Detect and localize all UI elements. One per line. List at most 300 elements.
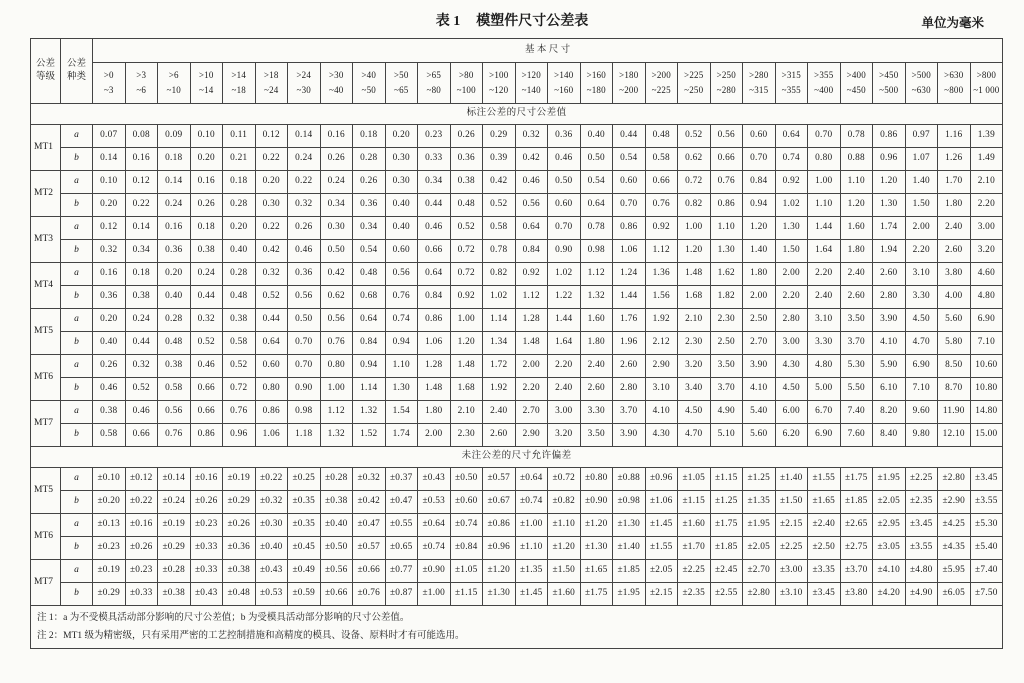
deviation-value-cell: ±0.53 — [255, 583, 288, 606]
deviation-value-cell: ±1.60 — [678, 514, 711, 537]
tolerance-value-cell: 0.36 — [93, 286, 126, 309]
deviation-value-cell: ±1.20 — [483, 560, 516, 583]
tolerance-value-cell: 1.80 — [418, 401, 451, 424]
tolerance-value-cell: 0.21 — [223, 148, 256, 171]
size-range-to: ~3 — [103, 85, 114, 95]
table-row — [31, 171, 1003, 194]
kind-cell: b — [61, 194, 93, 217]
size-range-to: ~500 — [879, 85, 899, 95]
deviation-value-cell: ±2.15 — [775, 514, 808, 537]
tolerance-value-cell: 0.56 — [320, 309, 353, 332]
deviation-value-cell: ±0.76 — [353, 583, 386, 606]
deviation-value-cell: ±0.22 — [255, 468, 288, 491]
tolerance-value-cell: 0.76 — [320, 332, 353, 355]
tolerance-value-cell: 0.56 — [515, 194, 548, 217]
deviation-value-cell: ±0.56 — [320, 560, 353, 583]
tolerance-value-cell: 0.39 — [483, 148, 516, 171]
deviation-value-cell: ±0.74 — [515, 491, 548, 514]
deviation-value-cell: ±0.74 — [450, 514, 483, 537]
tolerance-value-cell: 0.20 — [385, 125, 418, 148]
deviation-value-cell: ±0.23 — [190, 514, 223, 537]
size-range-to: ~100 — [456, 85, 476, 95]
tolerance-value-cell: 3.50 — [580, 424, 613, 447]
size-range-from: >630 — [944, 70, 964, 80]
size-range-header — [353, 63, 386, 104]
table-row — [31, 468, 1003, 491]
deviation-value-cell: ±0.48 — [223, 583, 256, 606]
tolerance-value-cell: 1.00 — [808, 171, 841, 194]
tolerance-value-cell: 3.00 — [775, 332, 808, 355]
deviation-value-cell: ±1.30 — [580, 537, 613, 560]
deviation-value-cell: ±0.36 — [223, 537, 256, 560]
deviation-value-cell: ±1.25 — [710, 491, 743, 514]
deviation-value-cell: ±0.12 — [125, 468, 158, 491]
deviation-value-cell: ±2.80 — [938, 468, 971, 491]
tolerance-value-cell: 1.02 — [483, 286, 516, 309]
tolerance-value-cell: 0.16 — [125, 148, 158, 171]
kind-cell: a — [61, 514, 93, 537]
tolerance-value-cell: 0.92 — [515, 263, 548, 286]
tolerance-value-cell: 1.48 — [515, 332, 548, 355]
tolerance-value-cell: 0.70 — [808, 125, 841, 148]
tolerance-value-cell: 0.90 — [288, 378, 321, 401]
deviation-value-cell: ±2.90 — [938, 491, 971, 514]
tolerance-value-cell: 3.30 — [905, 286, 938, 309]
tolerance-value-cell: 2.60 — [938, 240, 971, 263]
size-range-from: >24 — [296, 70, 312, 80]
tolerance-value-cell: 8.50 — [938, 355, 971, 378]
tolerance-value-cell: 1.28 — [418, 355, 451, 378]
tolerance-value-cell: 0.92 — [645, 217, 678, 240]
grade-cell: MT7 — [31, 401, 61, 447]
tolerance-value-cell: 0.68 — [353, 286, 386, 309]
size-range-from: >160 — [586, 70, 606, 80]
deviation-value-cell: ±3.55 — [905, 537, 938, 560]
size-range-to: ~355 — [781, 85, 801, 95]
tolerance-value-cell: 0.34 — [320, 194, 353, 217]
tolerance-value-cell: 2.20 — [970, 194, 1003, 217]
size-range-to: ~50 — [361, 85, 376, 95]
grade-cell: MT2 — [31, 171, 61, 217]
tolerance-value-cell: 1.30 — [775, 217, 808, 240]
size-range-to: ~18 — [231, 85, 246, 95]
tolerance-value-cell: 0.40 — [158, 286, 191, 309]
tolerance-value-cell: 3.20 — [548, 424, 581, 447]
tolerance-value-cell: 5.10 — [710, 424, 743, 447]
tolerance-value-cell: 1.40 — [905, 171, 938, 194]
tolerance-value-cell: 0.76 — [223, 401, 256, 424]
tolerance-value-cell: 0.50 — [548, 171, 581, 194]
kind-cell: a — [61, 125, 93, 148]
deviation-value-cell: ±2.45 — [710, 560, 743, 583]
deviation-value-cell: ±4.20 — [873, 583, 906, 606]
size-range-from: >250 — [716, 70, 736, 80]
tolerance-value-cell: 4.30 — [645, 424, 678, 447]
deviation-value-cell: ±0.14 — [158, 468, 191, 491]
tolerance-table-container — [30, 38, 1002, 649]
deviation-value-cell: ±4.35 — [938, 537, 971, 560]
tolerance-value-cell: 0.88 — [840, 148, 873, 171]
tolerance-value-cell: 0.26 — [353, 171, 386, 194]
tolerance-value-cell: 1.16 — [938, 125, 971, 148]
size-range-from: >120 — [521, 70, 541, 80]
deviation-value-cell: ±2.40 — [808, 514, 841, 537]
tolerance-value-cell: 1.10 — [385, 355, 418, 378]
tolerance-value-cell: 1.12 — [580, 263, 613, 286]
tolerance-value-cell: 0.36 — [548, 125, 581, 148]
tolerance-value-cell: 0.78 — [840, 125, 873, 148]
tolerance-value-cell: 1.30 — [873, 194, 906, 217]
tolerance-value-cell: 0.82 — [678, 194, 711, 217]
deviation-value-cell: ±1.35 — [515, 560, 548, 583]
tolerance-value-cell: 0.32 — [93, 240, 126, 263]
tolerance-value-cell: 0.74 — [775, 148, 808, 171]
tolerance-value-cell: 1.02 — [775, 194, 808, 217]
deviation-value-cell: ±0.19 — [223, 468, 256, 491]
section-title: 标注公差的尺寸公差值 — [31, 104, 1003, 125]
tolerance-value-cell: 0.76 — [385, 286, 418, 309]
tolerance-value-cell: 3.00 — [548, 401, 581, 424]
tolerance-value-cell: 0.30 — [320, 217, 353, 240]
tolerance-value-cell: 0.18 — [223, 171, 256, 194]
deviation-value-cell: ±0.57 — [353, 537, 386, 560]
tolerance-value-cell: 0.64 — [418, 263, 451, 286]
size-range-from: >315 — [781, 70, 801, 80]
tolerance-value-cell: 0.18 — [158, 148, 191, 171]
tolerance-value-cell: 0.20 — [93, 194, 126, 217]
deviation-value-cell: ±1.05 — [678, 468, 711, 491]
tolerance-value-cell: 2.40 — [808, 286, 841, 309]
deviation-value-cell: ±1.85 — [840, 491, 873, 514]
size-range-from: >100 — [489, 70, 509, 80]
tolerance-value-cell: 9.60 — [905, 401, 938, 424]
tolerance-value-cell: 0.24 — [190, 263, 223, 286]
deviation-value-cell: ±1.20 — [580, 514, 613, 537]
tolerance-value-cell: 0.32 — [515, 125, 548, 148]
deviation-value-cell: ±0.26 — [125, 537, 158, 560]
tolerance-value-cell: 3.50 — [840, 309, 873, 332]
tolerance-value-cell: 0.52 — [678, 125, 711, 148]
table-row — [31, 514, 1003, 537]
deviation-value-cell: ±1.75 — [710, 514, 743, 537]
deviation-value-cell: ±1.00 — [418, 583, 451, 606]
deviation-value-cell: ±0.82 — [548, 491, 581, 514]
deviation-value-cell: ±0.42 — [353, 491, 386, 514]
deviation-value-cell: ±0.38 — [158, 583, 191, 606]
tolerance-value-cell: 0.12 — [255, 125, 288, 148]
tolerance-value-cell: 0.42 — [255, 240, 288, 263]
tolerance-value-cell: 0.30 — [385, 148, 418, 171]
deviation-value-cell: ±0.16 — [125, 514, 158, 537]
grade-cell: MT1 — [31, 125, 61, 171]
deviation-value-cell: ±1.00 — [515, 514, 548, 537]
deviation-value-cell: ±3.45 — [970, 468, 1003, 491]
tolerance-value-cell: 15.00 — [970, 424, 1003, 447]
tolerance-value-cell: 6.90 — [905, 355, 938, 378]
tolerance-value-cell: 1.96 — [613, 332, 646, 355]
size-range-from: >65 — [426, 70, 442, 80]
tolerance-value-cell: 0.12 — [93, 217, 126, 240]
deviation-value-cell: ±3.00 — [775, 560, 808, 583]
tolerance-value-cell: 1.20 — [743, 217, 776, 240]
tolerance-value-cell: 0.56 — [385, 263, 418, 286]
deviation-value-cell: ±2.05 — [743, 537, 776, 560]
tolerance-value-cell: 1.68 — [450, 378, 483, 401]
deviation-value-cell: ±1.65 — [808, 491, 841, 514]
deviation-value-cell: ±4.90 — [905, 583, 938, 606]
tolerance-value-cell: 0.38 — [223, 309, 256, 332]
tolerance-value-cell: 0.10 — [93, 171, 126, 194]
tolerance-value-cell: 0.70 — [548, 217, 581, 240]
tolerance-value-cell: 0.14 — [158, 171, 191, 194]
tolerance-value-cell: 0.24 — [125, 309, 158, 332]
tolerance-value-cell: 1.64 — [548, 332, 581, 355]
tolerance-value-cell: 1.76 — [613, 309, 646, 332]
tolerance-value-cell: 0.66 — [710, 148, 743, 171]
tolerance-value-cell: 0.20 — [255, 171, 288, 194]
tolerance-value-cell: 12.10 — [938, 424, 971, 447]
tolerance-value-cell: 0.60 — [255, 355, 288, 378]
deviation-value-cell: ±0.67 — [483, 491, 516, 514]
deviation-value-cell: ±0.29 — [93, 583, 126, 606]
deviation-value-cell: ±3.45 — [905, 514, 938, 537]
tolerance-value-cell: 0.26 — [190, 194, 223, 217]
size-range-header — [580, 63, 613, 104]
deviation-value-cell: ±0.80 — [580, 468, 613, 491]
size-range-header — [125, 63, 158, 104]
tolerance-value-cell: 0.76 — [710, 171, 743, 194]
tolerance-value-cell: 0.94 — [353, 355, 386, 378]
deviation-value-cell: ±0.33 — [190, 560, 223, 583]
size-range-from: >10 — [198, 70, 214, 80]
size-range-header — [255, 63, 288, 104]
table-title — [0, 13, 1024, 31]
size-range-to: ~180 — [586, 85, 606, 95]
deviation-value-cell: ±0.50 — [450, 468, 483, 491]
tolerance-value-cell: 0.20 — [158, 263, 191, 286]
tolerance-value-cell: 3.20 — [678, 355, 711, 378]
tolerance-value-cell: 5.60 — [743, 424, 776, 447]
tolerance-value-cell: 0.70 — [288, 332, 321, 355]
tolerance-value-cell: 0.58 — [93, 424, 126, 447]
tolerance-value-cell: 3.50 — [710, 355, 743, 378]
size-range-from: >50 — [393, 70, 409, 80]
tolerance-value-cell: 0.46 — [515, 171, 548, 194]
tolerance-value-cell: 0.97 — [905, 125, 938, 148]
tolerance-value-cell: 0.14 — [93, 148, 126, 171]
tolerance-value-cell: 0.52 — [450, 217, 483, 240]
deviation-value-cell: ±0.72 — [548, 468, 581, 491]
deviation-value-cell: ±0.90 — [580, 491, 613, 514]
kind-cell: a — [61, 401, 93, 424]
tolerance-value-cell: 1.54 — [385, 401, 418, 424]
tolerance-value-cell: 5.90 — [873, 355, 906, 378]
tolerance-value-cell: 3.80 — [938, 263, 971, 286]
tolerance-value-cell: 2.20 — [808, 263, 841, 286]
tolerance-value-cell: 0.36 — [158, 240, 191, 263]
deviation-value-cell: ±3.70 — [840, 560, 873, 583]
deviation-value-cell: ±1.70 — [678, 537, 711, 560]
deviation-value-cell: ±0.23 — [125, 560, 158, 583]
tolerance-value-cell: 0.42 — [515, 148, 548, 171]
tolerance-value-cell: 0.32 — [125, 355, 158, 378]
size-range-to: ~6 — [136, 85, 147, 95]
tolerance-value-cell: 0.74 — [385, 309, 418, 332]
tolerance-value-cell: 1.49 — [970, 148, 1003, 171]
tolerance-value-cell: 0.14 — [288, 125, 321, 148]
tolerance-value-cell: 1.22 — [548, 286, 581, 309]
tolerance-value-cell: 0.44 — [418, 194, 451, 217]
deviation-value-cell: ±0.50 — [320, 537, 353, 560]
deviation-value-cell: ±2.25 — [775, 537, 808, 560]
tolerance-value-cell: 7.60 — [840, 424, 873, 447]
size-range-to: ~80 — [426, 85, 441, 95]
deviation-value-cell: ±0.32 — [255, 491, 288, 514]
grade-cell: MT3 — [31, 217, 61, 263]
deviation-value-cell: ±7.40 — [970, 560, 1003, 583]
tolerance-value-cell: 7.10 — [970, 332, 1003, 355]
deviation-value-cell: ±0.59 — [288, 583, 321, 606]
table-number: 表 1 — [435, 14, 461, 29]
tolerance-value-cell: 4.50 — [678, 401, 711, 424]
deviation-value-cell: ±0.53 — [418, 491, 451, 514]
deviation-value-cell: ±2.95 — [873, 514, 906, 537]
size-range-to: ~40 — [329, 85, 344, 95]
tolerance-value-cell: 2.40 — [580, 355, 613, 378]
size-range-header — [483, 63, 516, 104]
tolerance-value-cell: 7.40 — [840, 401, 873, 424]
tolerance-value-cell: 1.30 — [710, 240, 743, 263]
tolerance-value-cell: 0.64 — [353, 309, 386, 332]
deviation-value-cell: ±0.43 — [190, 583, 223, 606]
deviation-value-cell: ±0.16 — [190, 468, 223, 491]
section-title: 未注公差的尺寸允许偏差 — [31, 447, 1003, 468]
tolerance-value-cell: 0.36 — [450, 148, 483, 171]
deviation-value-cell: ±2.75 — [840, 537, 873, 560]
size-range-to: ~1 000 — [973, 85, 1000, 95]
size-range-header — [548, 63, 581, 104]
notes-row — [31, 606, 1003, 649]
table-row — [31, 583, 1003, 606]
deviation-value-cell: ±1.30 — [613, 514, 646, 537]
tolerance-value-cell: 2.10 — [970, 171, 1003, 194]
deviation-value-cell: ±3.05 — [873, 537, 906, 560]
tolerance-table — [30, 38, 1003, 649]
tolerance-value-cell: 0.48 — [158, 332, 191, 355]
tolerance-value-cell: 3.30 — [580, 401, 613, 424]
deviation-value-cell: ±1.25 — [743, 468, 776, 491]
size-range-header — [515, 63, 548, 104]
tolerance-value-cell: 3.70 — [613, 401, 646, 424]
tolerance-value-cell: 0.12 — [125, 171, 158, 194]
tolerance-value-cell: 0.80 — [255, 378, 288, 401]
tolerance-value-cell: 11.90 — [938, 401, 971, 424]
tolerance-value-cell: 2.70 — [515, 401, 548, 424]
tolerance-value-cell: 0.96 — [873, 148, 906, 171]
tolerance-value-cell: 1.20 — [678, 240, 711, 263]
deviation-value-cell: ±0.19 — [158, 514, 191, 537]
tolerance-value-cell: 1.62 — [710, 263, 743, 286]
tolerance-value-cell: 0.90 — [548, 240, 581, 263]
deviation-value-cell: ±0.10 — [93, 468, 126, 491]
deviation-value-cell: ±2.70 — [743, 560, 776, 583]
deviation-value-cell: ±0.24 — [158, 491, 191, 514]
tolerance-value-cell: 0.46 — [125, 401, 158, 424]
tolerance-value-cell: 5.50 — [840, 378, 873, 401]
size-range-header — [710, 63, 743, 104]
tolerance-value-cell: 0.28 — [223, 263, 256, 286]
deviation-value-cell: ±1.50 — [548, 560, 581, 583]
tolerance-value-cell: 1.14 — [353, 378, 386, 401]
tolerance-value-cell: 0.80 — [320, 355, 353, 378]
tolerance-value-cell: 0.62 — [320, 286, 353, 309]
tolerance-value-cell: 1.80 — [840, 240, 873, 263]
tolerance-value-cell: 0.26 — [288, 217, 321, 240]
tolerance-value-cell: 1.07 — [905, 148, 938, 171]
deviation-value-cell: ±0.38 — [223, 560, 256, 583]
deviation-value-cell: ±1.60 — [548, 583, 581, 606]
tolerance-value-cell: 4.50 — [905, 309, 938, 332]
tolerance-value-cell: 0.56 — [158, 401, 191, 424]
tolerance-value-cell: 0.18 — [353, 125, 386, 148]
tolerance-value-cell: 1.64 — [808, 240, 841, 263]
table-row — [31, 378, 1003, 401]
tolerance-value-cell: 3.90 — [873, 309, 906, 332]
table-row — [31, 309, 1003, 332]
tolerance-value-cell: 0.60 — [743, 125, 776, 148]
tolerance-value-cell: 1.50 — [905, 194, 938, 217]
tolerance-value-cell: 1.26 — [938, 148, 971, 171]
tolerance-value-cell: 1.32 — [580, 286, 613, 309]
deviation-value-cell: ±1.15 — [678, 491, 711, 514]
tolerance-value-cell: 1.48 — [678, 263, 711, 286]
tolerance-value-cell: 0.28 — [353, 148, 386, 171]
tolerance-value-cell: 1.72 — [483, 355, 516, 378]
tolerance-value-cell: 0.32 — [288, 194, 321, 217]
tolerance-value-cell: 1.24 — [613, 263, 646, 286]
size-range-from: >18 — [263, 70, 279, 80]
tolerance-value-cell: 2.20 — [515, 378, 548, 401]
size-range-to: ~280 — [716, 85, 736, 95]
tolerance-value-cell: 1.92 — [645, 309, 678, 332]
kind-cell: b — [61, 286, 93, 309]
size-range-header — [385, 63, 418, 104]
tolerance-value-cell: 0.40 — [93, 332, 126, 355]
tolerance-value-cell: 0.52 — [190, 332, 223, 355]
deviation-value-cell: ±1.75 — [580, 583, 613, 606]
tolerance-value-cell: 0.66 — [190, 401, 223, 424]
tolerance-value-cell: 1.18 — [288, 424, 321, 447]
deviation-value-cell: ±0.90 — [418, 560, 451, 583]
size-range-header — [808, 63, 841, 104]
tolerance-value-cell: 5.60 — [938, 309, 971, 332]
tolerance-value-cell: 0.70 — [288, 355, 321, 378]
tolerance-value-cell: 2.00 — [905, 217, 938, 240]
tolerance-value-cell: 0.24 — [288, 148, 321, 171]
deviation-value-cell: ±0.38 — [320, 491, 353, 514]
deviation-value-cell: ±0.84 — [450, 537, 483, 560]
tolerance-value-cell: 0.40 — [385, 194, 418, 217]
deviation-value-cell: ±6.05 — [938, 583, 971, 606]
tolerance-value-cell: 0.66 — [645, 171, 678, 194]
tolerance-value-cell: 1.12 — [515, 286, 548, 309]
tolerance-value-cell: 2.80 — [775, 309, 808, 332]
tolerance-value-cell: 0.84 — [353, 332, 386, 355]
table-row — [31, 125, 1003, 148]
tolerance-value-cell: 0.30 — [385, 171, 418, 194]
deviation-value-cell: ±0.98 — [613, 491, 646, 514]
deviation-value-cell: ±1.35 — [743, 491, 776, 514]
